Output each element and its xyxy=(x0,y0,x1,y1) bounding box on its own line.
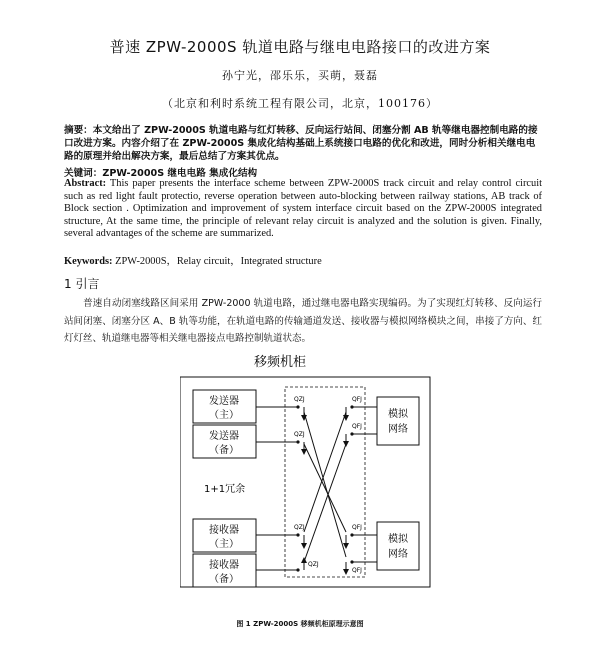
keywords-en xyxy=(64,252,542,267)
abstract-en-text: This paper presents the interface scheme between ZPW-2000S track circuit and relay control circuit such as red light fault protectio, reverse operation between auto-blocking between railway stations, AB track of Block section . Optimization and improvement of system interface circuit based on the ZPW-2000S integrated structure, At the same time, the principle of relevant relay circuit is analyzed and the solution is given. Finally, several advantages of the scheme are summarized. xyxy=(64,178,542,240)
paper-title: 普速 ZPW-2000S 轨道电路与继电电路接口的改进方案 xyxy=(109,38,491,56)
abstract-cn-label: 摘要： xyxy=(64,125,93,136)
figure-cabinet-diagram xyxy=(180,352,440,592)
relay-qfj-label-4: QFJ xyxy=(352,567,362,574)
keywords-en-text: ZPW-2000S，Relay circuit，Integrated structure xyxy=(115,256,322,267)
figure-caption: 图 1 ZPW-2000S 移频机柜原理示意图 xyxy=(236,620,364,628)
keywords-cn xyxy=(64,165,542,179)
abstract-en-label: Abstract: xyxy=(64,178,107,189)
abstract-cn xyxy=(64,124,542,164)
intro-text: 普速自动闭塞线路区间采用 ZPW-2000 轨道电路，通过继电器电路实现编码。为了实现红灯转移、反向运行站间闭塞、闭塞分区 A、B 轨等功能，在轨道电路的传输通道发送、接收器与模拟网络模块之间，串接了方向、红灯灯丝、轨道继电器等相关继电器接点电路控制轨道状态。 xyxy=(64,298,542,344)
receiver-backup-box xyxy=(193,554,256,587)
redundancy-label: 1+1冗余 xyxy=(204,484,246,495)
sender-backup-box xyxy=(193,425,256,458)
network-bottom-line1: 模拟 xyxy=(388,534,408,545)
keywords-en-label: Keywords: xyxy=(64,256,113,267)
network-bottom-line2: 网络 xyxy=(388,549,408,560)
keywords-cn-label: 关键词： xyxy=(64,168,103,179)
intro-paragraph xyxy=(64,295,542,348)
relay-qzj-label-2: QZJ xyxy=(294,431,305,438)
network-bottom-box xyxy=(377,522,419,570)
relay-switch-area xyxy=(285,387,365,577)
network-top-line1: 模拟 xyxy=(388,409,408,420)
network-top-line2: 网络 xyxy=(388,424,408,435)
network-top-box xyxy=(377,397,419,445)
cabinet-title: 移频机柜 xyxy=(253,355,307,370)
relay-qfj-label-1: QFJ xyxy=(352,396,362,403)
relay-qzj-label-1: QZJ xyxy=(294,396,305,403)
sender-main-box xyxy=(193,390,256,423)
receiver-main-line2: （主） xyxy=(209,539,239,550)
receiver-backup-line2: （备） xyxy=(209,574,239,585)
section-1-title: 1 引言 xyxy=(64,277,100,291)
abstract-en xyxy=(64,178,542,241)
relay-qzj-label-3: QZJ xyxy=(294,524,305,531)
receiver-main-line1: 接收器 xyxy=(209,525,239,536)
receiver-main-box xyxy=(193,519,256,552)
relay-qzj-label-4: QZJ xyxy=(308,561,319,568)
sender-backup-line2: （备） xyxy=(209,445,239,456)
sender-main-line2: （主） xyxy=(209,410,239,421)
sender-backup-line1: 发送器 xyxy=(209,431,239,442)
paper-authors: 孙宁光，邵乐乐，买萌，聂磊 xyxy=(222,69,378,82)
sender-main-line1: 发送器 xyxy=(209,396,239,407)
receiver-backup-line1: 接收器 xyxy=(209,560,239,571)
abstract-cn-text: 本文给出了 ZPW-2000S 轨道电路与红灯转移、反向运行站间、闭塞分割 AB 轨等继电器控制电路的接口改进方案。内容介绍了在 ZPW-2000S 集成化结构基础上系统接口电路的优化和改进，同时分析相关继电电路的原理并给出解决方案，最后总结了方案其优点。 xyxy=(64,125,538,163)
paper-affiliation: （北京和利时系统工程有限公司，北京，100176） xyxy=(162,97,438,110)
connection-wires xyxy=(256,407,377,574)
keywords-cn-text: ZPW-2000S 继电电路 集成化结构 xyxy=(102,168,258,179)
relay-qfj-label-2: QFJ xyxy=(352,423,362,430)
relay-qfj-label-3: QFJ xyxy=(352,524,362,531)
